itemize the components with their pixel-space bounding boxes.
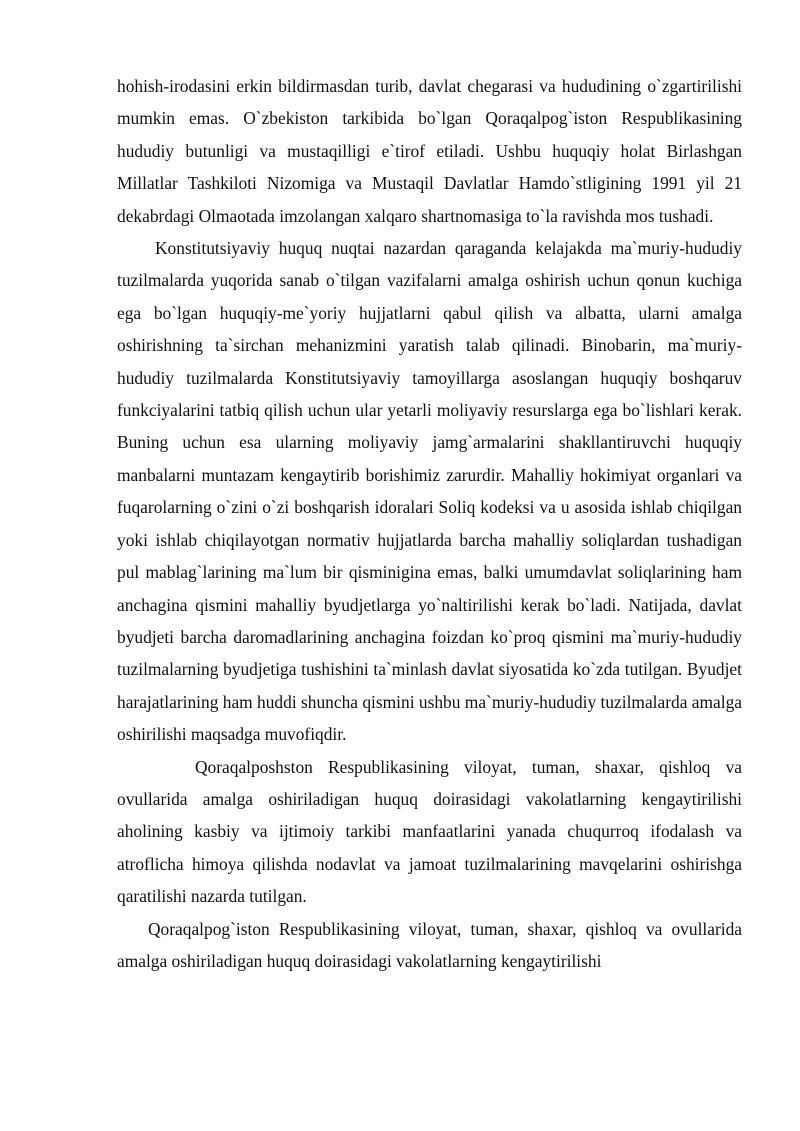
paragraph-continuation: hohish-irodasini erkin bildirmasdan turib, davlat chegarasi va hududining o`zgartirilishi mumkin emas. O`zbekiston tarkibida bo`lgan Qoraqalpog`iston Respublikasining hududiy butunligi va mustaqilligi e`tirof etiladi. Ushbu huquqiy holat Birlashgan Millatlar Tashkiloti Nizomiga va Mustaqil Davlatlar Hamdo`stligining 1991 yil 21 dekabrdagi Olmaotada imzolangan xalqaro shartnomasiga to`la ravishda mos tushadi. bbox=[117, 76, 742, 226]
document-page bbox=[117, 70, 742, 977]
paragraph-constitutional-law: Konstitutsiyaviy huquq nuqtai nazardan qaraganda kelajakda ma`muriy-hududiy tuzilmalarda yuqorida sanab o`tilgan vazifalarni amalga oshirish uchun qonun kuchiga ega bo`lgan huquqiy-me`yoriy hujjatlarni qabul qilish va albatta, ularni amalga oshirishning ta`sirchan mehanizmini yaratish talab qilinadi. Binobarin, ma`muriy-hududiy tuzilmalarda Konstitutsiyaviy tamoyillarga asoslangan huquqiy boshqaruv funkciyalarini tatbiq qilish uchun ular yetarli moliyaviy resurslarga ega bo`lishlari kerak. Buning uchun esa ularning moliyaviy jamg`armalarini shakllantiruvchi huquqiy manbalarni muntazam kengaytirib borishimiz zarurdir. Mahalliy hokimiyat organlari va fuqarolarning o`zini o`zi boshqarish idoralari Soliq kodeksi va u asosida ishlab chiqilgan yoki ishlab chiqilayotgan normativ hujjatlarda barcha mahalliy soliqlardan tushadigan pul mablag`larining ma`lum bir qisminigina emas, balki umumdavlat soliqlarining ham anchagina qismini mahalliy byudjetlarga yo`naltirilishi kerak bo`ladi. Natijada, davlat byudjeti barcha daromadlarining anchagina foizdan ko`proq qismini ma`muriy-hududiy tuzilmalarning byudjetiga tushishini ta`minlash davlat siyosatida ko`zda tutilgan. Byudjet harajatlarining ham huddi shuncha qismini ushbu ma`muriy-hududiy tuzilmalarda amalga oshirilishi maqsadga muvofiqdir. bbox=[117, 238, 742, 745]
paragraph-karakalpakstan-powers-repeat: Qoraqalpog`iston Respublikasining viloyat, tuman, shaxar, qishloq va ovullarida amalga oshiriladigan huquq doirasidagi vakolatlarning kengaytirilishi bbox=[117, 918, 742, 971]
paragraph-karakalpakstan-powers: Qoraqalposhston Respublikasining viloyat, tuman, shaxar, qishloq va ovullarida amalga oshiriladigan huquq doirasidagi vakolatlarning kengaytirilishi aholining kasbiy va ijtimoiy tarkibi manfaatlarini yanada chuqurroq ifodalash va atroflicha himoya qilishda nodavlat va jamoat tuzilmalarining mavqelarini oshirishga qaratilishi nazarda tutilgan. bbox=[117, 756, 742, 907]
